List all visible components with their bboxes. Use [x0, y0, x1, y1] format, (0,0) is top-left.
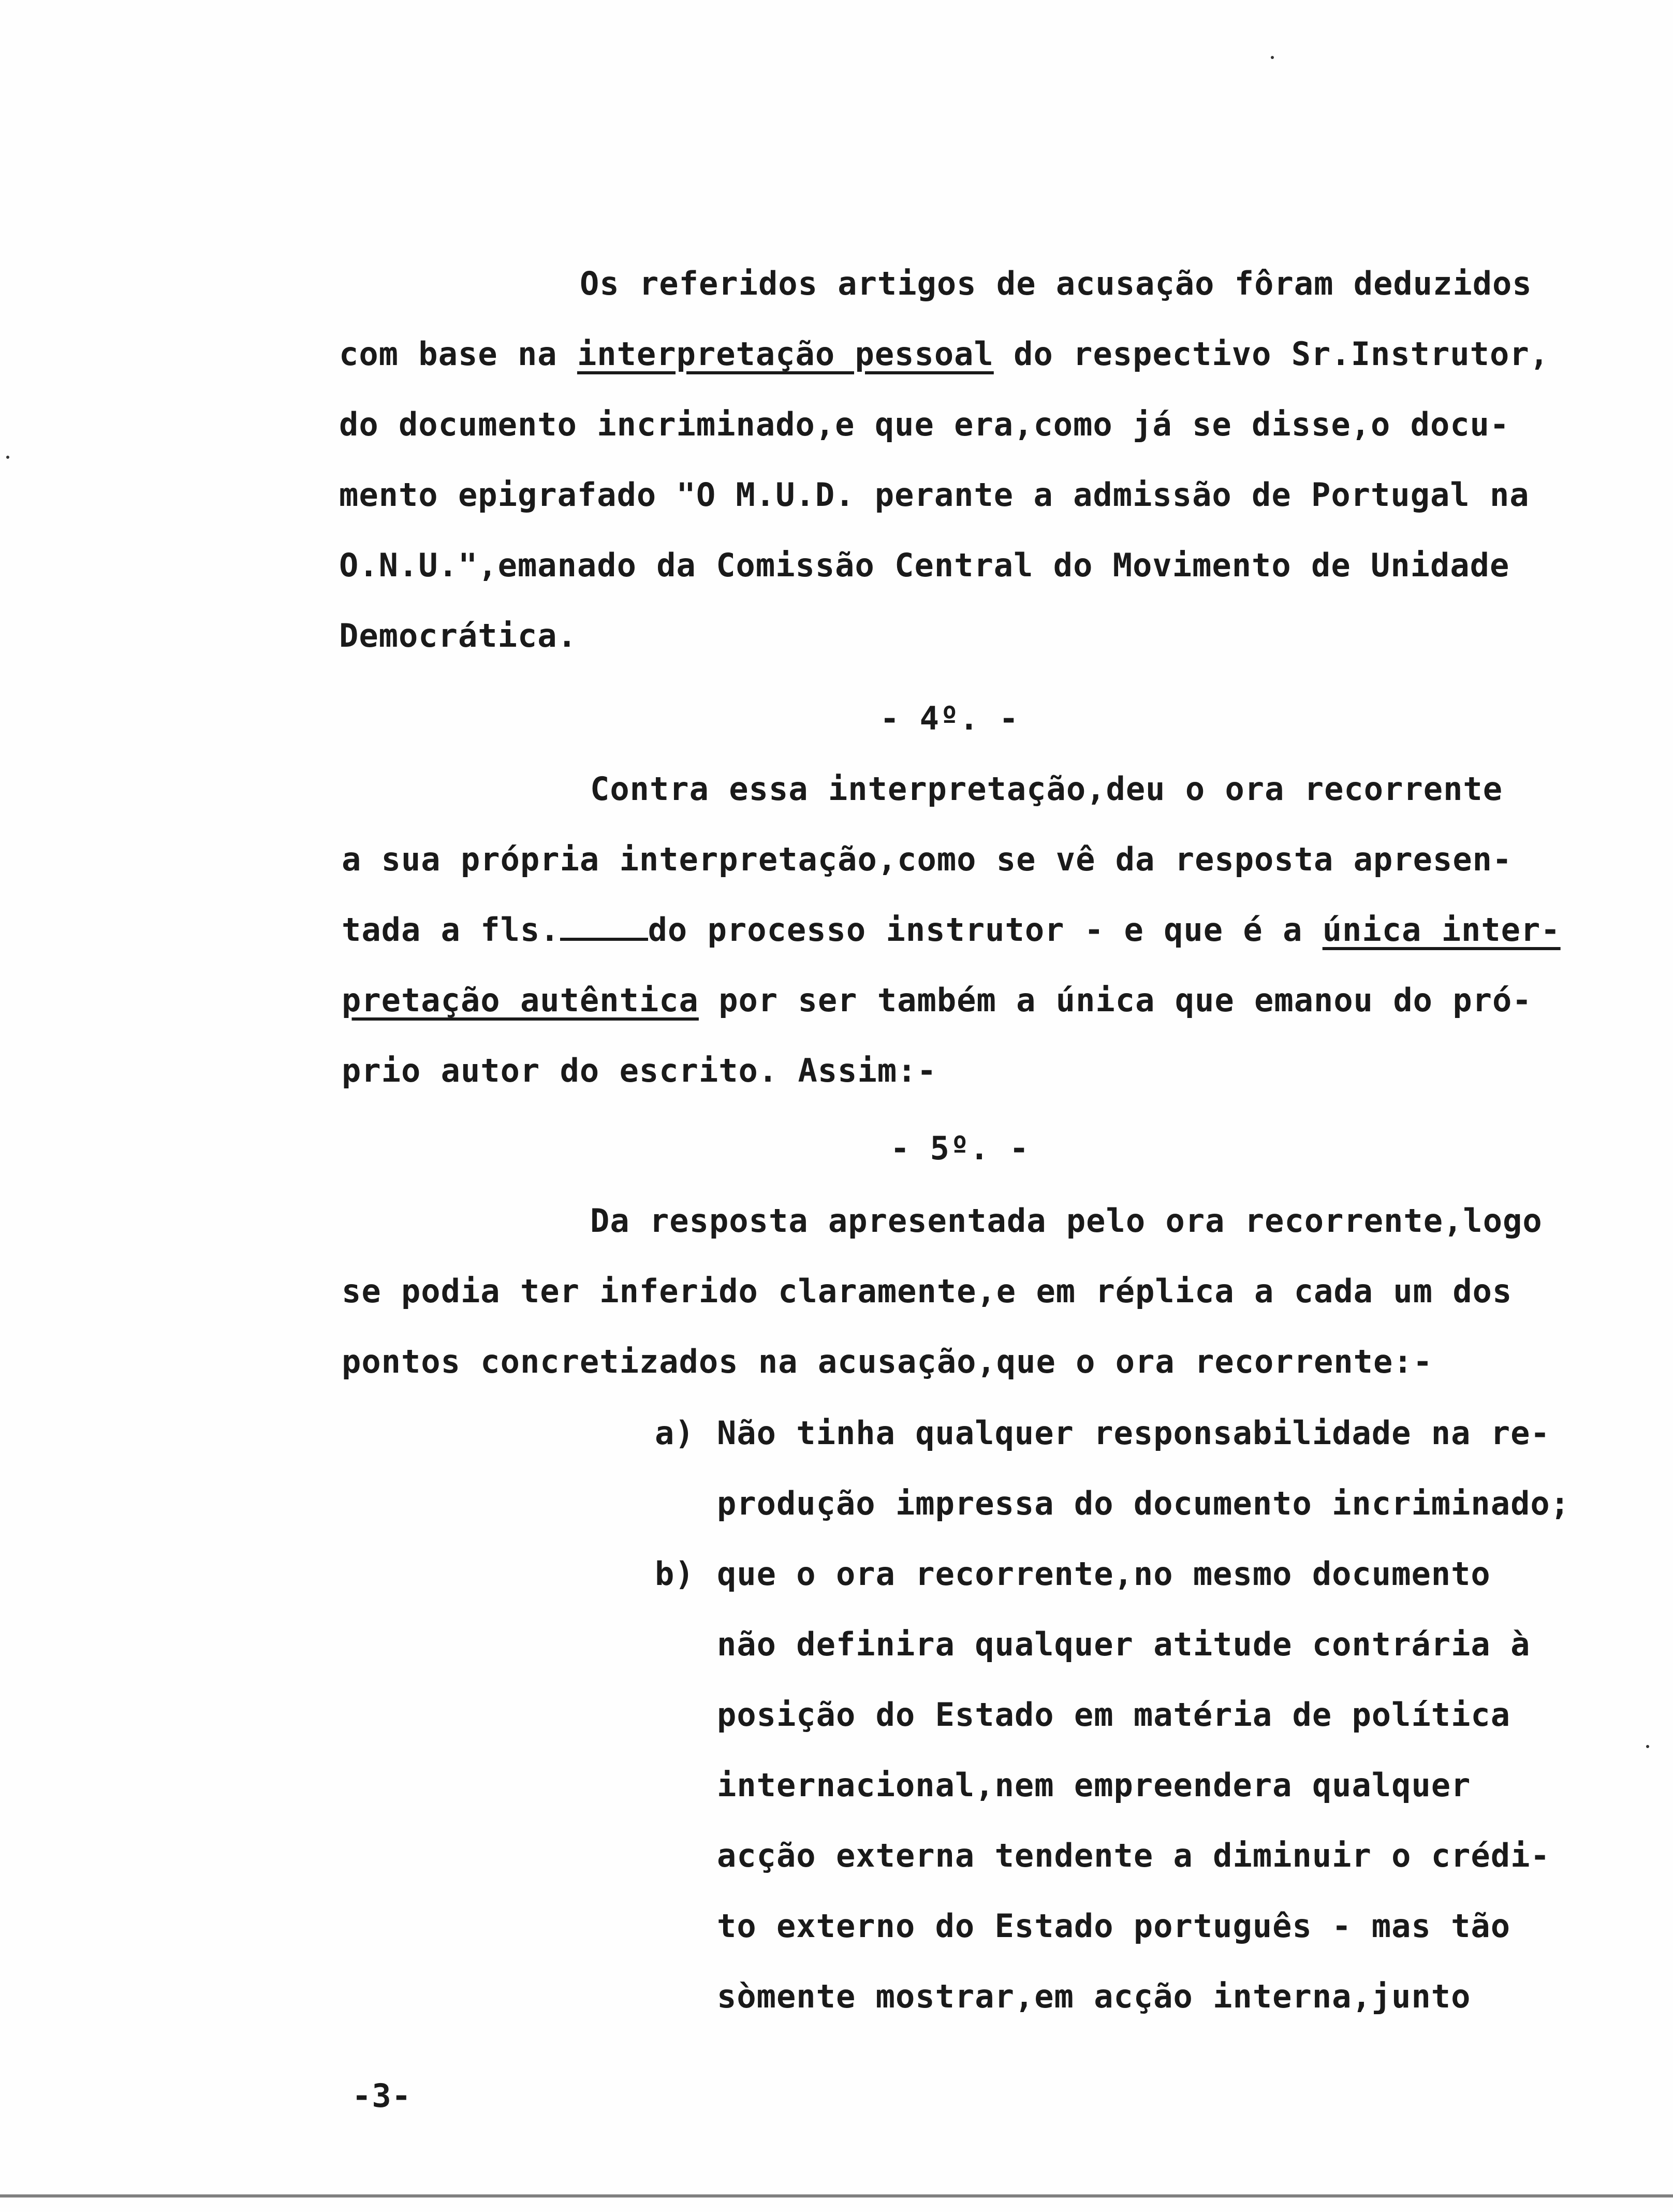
scan-speck — [1646, 1745, 1649, 1748]
item-b-line-5: acção externa tendente a diminuir o crédi- — [717, 1837, 1550, 1874]
item-a-line-2: produção impressa do documento incriminado; — [717, 1485, 1571, 1522]
paragraph-3-line-3: do documento incriminado,e que era,como já se disse,o docu- — [339, 405, 1510, 443]
scan-bottom-edge — [0, 2194, 1673, 2198]
paragraph-4-line-4-post: por ser também a única que emanou do pró- — [698, 981, 1532, 1019]
paragraph-4-line-3 — [342, 895, 1561, 965]
item-b-line-1: que o ora recorrente,no mesmo documento — [717, 1555, 1491, 1593]
page-number: -3- — [352, 2077, 412, 2115]
paragraph-4-line-3-mid: do processo instrutor - e que é a — [648, 911, 1323, 949]
item-b-line-7: sòmente mostrar,em acção interna,junto — [717, 1977, 1471, 2015]
scan-speck — [6, 456, 9, 459]
paragraph-4-line-1: Contra essa interpretação,deu o ora recorrente — [590, 770, 1503, 808]
paragraph-5-line-2: se podia ter inferido claramente,e em réplica a cada um dos — [342, 1272, 1513, 1310]
paragraph-5-line-3: pontos concretizados na acusação,que o ora recorrente:- — [342, 1343, 1433, 1380]
paragraph-4-line-2: a sua própria interpretação,como se vê da resposta apresen- — [342, 840, 1513, 878]
paragraph-4-line-3-pre: tada a fls. — [342, 911, 560, 949]
underlined-interpretacao-pessoal: interpretação pessoal — [577, 335, 994, 373]
section-4-heading: - 4º. - — [880, 700, 1019, 737]
item-b-line-6: to externo do Estado português - mas tão — [717, 1907, 1511, 1945]
paragraph-3-line-4: mento epigrafado "O M.U.D. perante a admissão de Portugal na — [339, 476, 1530, 514]
underlined-interpretacao-autentica: pretação autêntica — [342, 981, 699, 1019]
section-5-heading: - 5º. - — [890, 1129, 1030, 1167]
item-b-line-3: posição do Estado em matéria de política — [717, 1696, 1511, 1734]
item-a-marker: a) — [655, 1414, 695, 1452]
item-b-marker: b) — [655, 1555, 695, 1593]
paragraph-3-line-2 — [339, 319, 1549, 389]
paragraph-3-line-5: O.N.U.",emanado da Comissão Central do Movimento de Unidade — [339, 546, 1510, 584]
page-reference-blank — [560, 917, 648, 941]
item-b-line-4: internacional,nem empreendera qualquer — [717, 1766, 1471, 1804]
item-a-line-1: Não tinha qualquer responsabilidade na re- — [717, 1414, 1550, 1452]
underlined-unica-inter: única inter- — [1322, 911, 1561, 949]
item-b-line-2: não definira qualquer atitude contrária à — [717, 1625, 1531, 1663]
paragraph-4-line-5: prio autor do escrito. Assim:- — [342, 1052, 937, 1089]
paragraph-5-line-1: Da resposta apresentada pelo ora recorrente,logo — [590, 1202, 1543, 1240]
scan-speck — [1271, 56, 1274, 59]
paragraph-3-line-2-post: do respectivo Sr.Instrutor, — [993, 335, 1549, 373]
paragraph-4-line-4 — [342, 965, 1532, 1036]
paragraph-3-line-2-pre: com base na — [339, 335, 577, 373]
paragraph-3-line-1: Os referidos artigos de acusação fôram deduzidos — [580, 265, 1532, 302]
paragraph-3-line-6: Democrática. — [339, 617, 577, 654]
